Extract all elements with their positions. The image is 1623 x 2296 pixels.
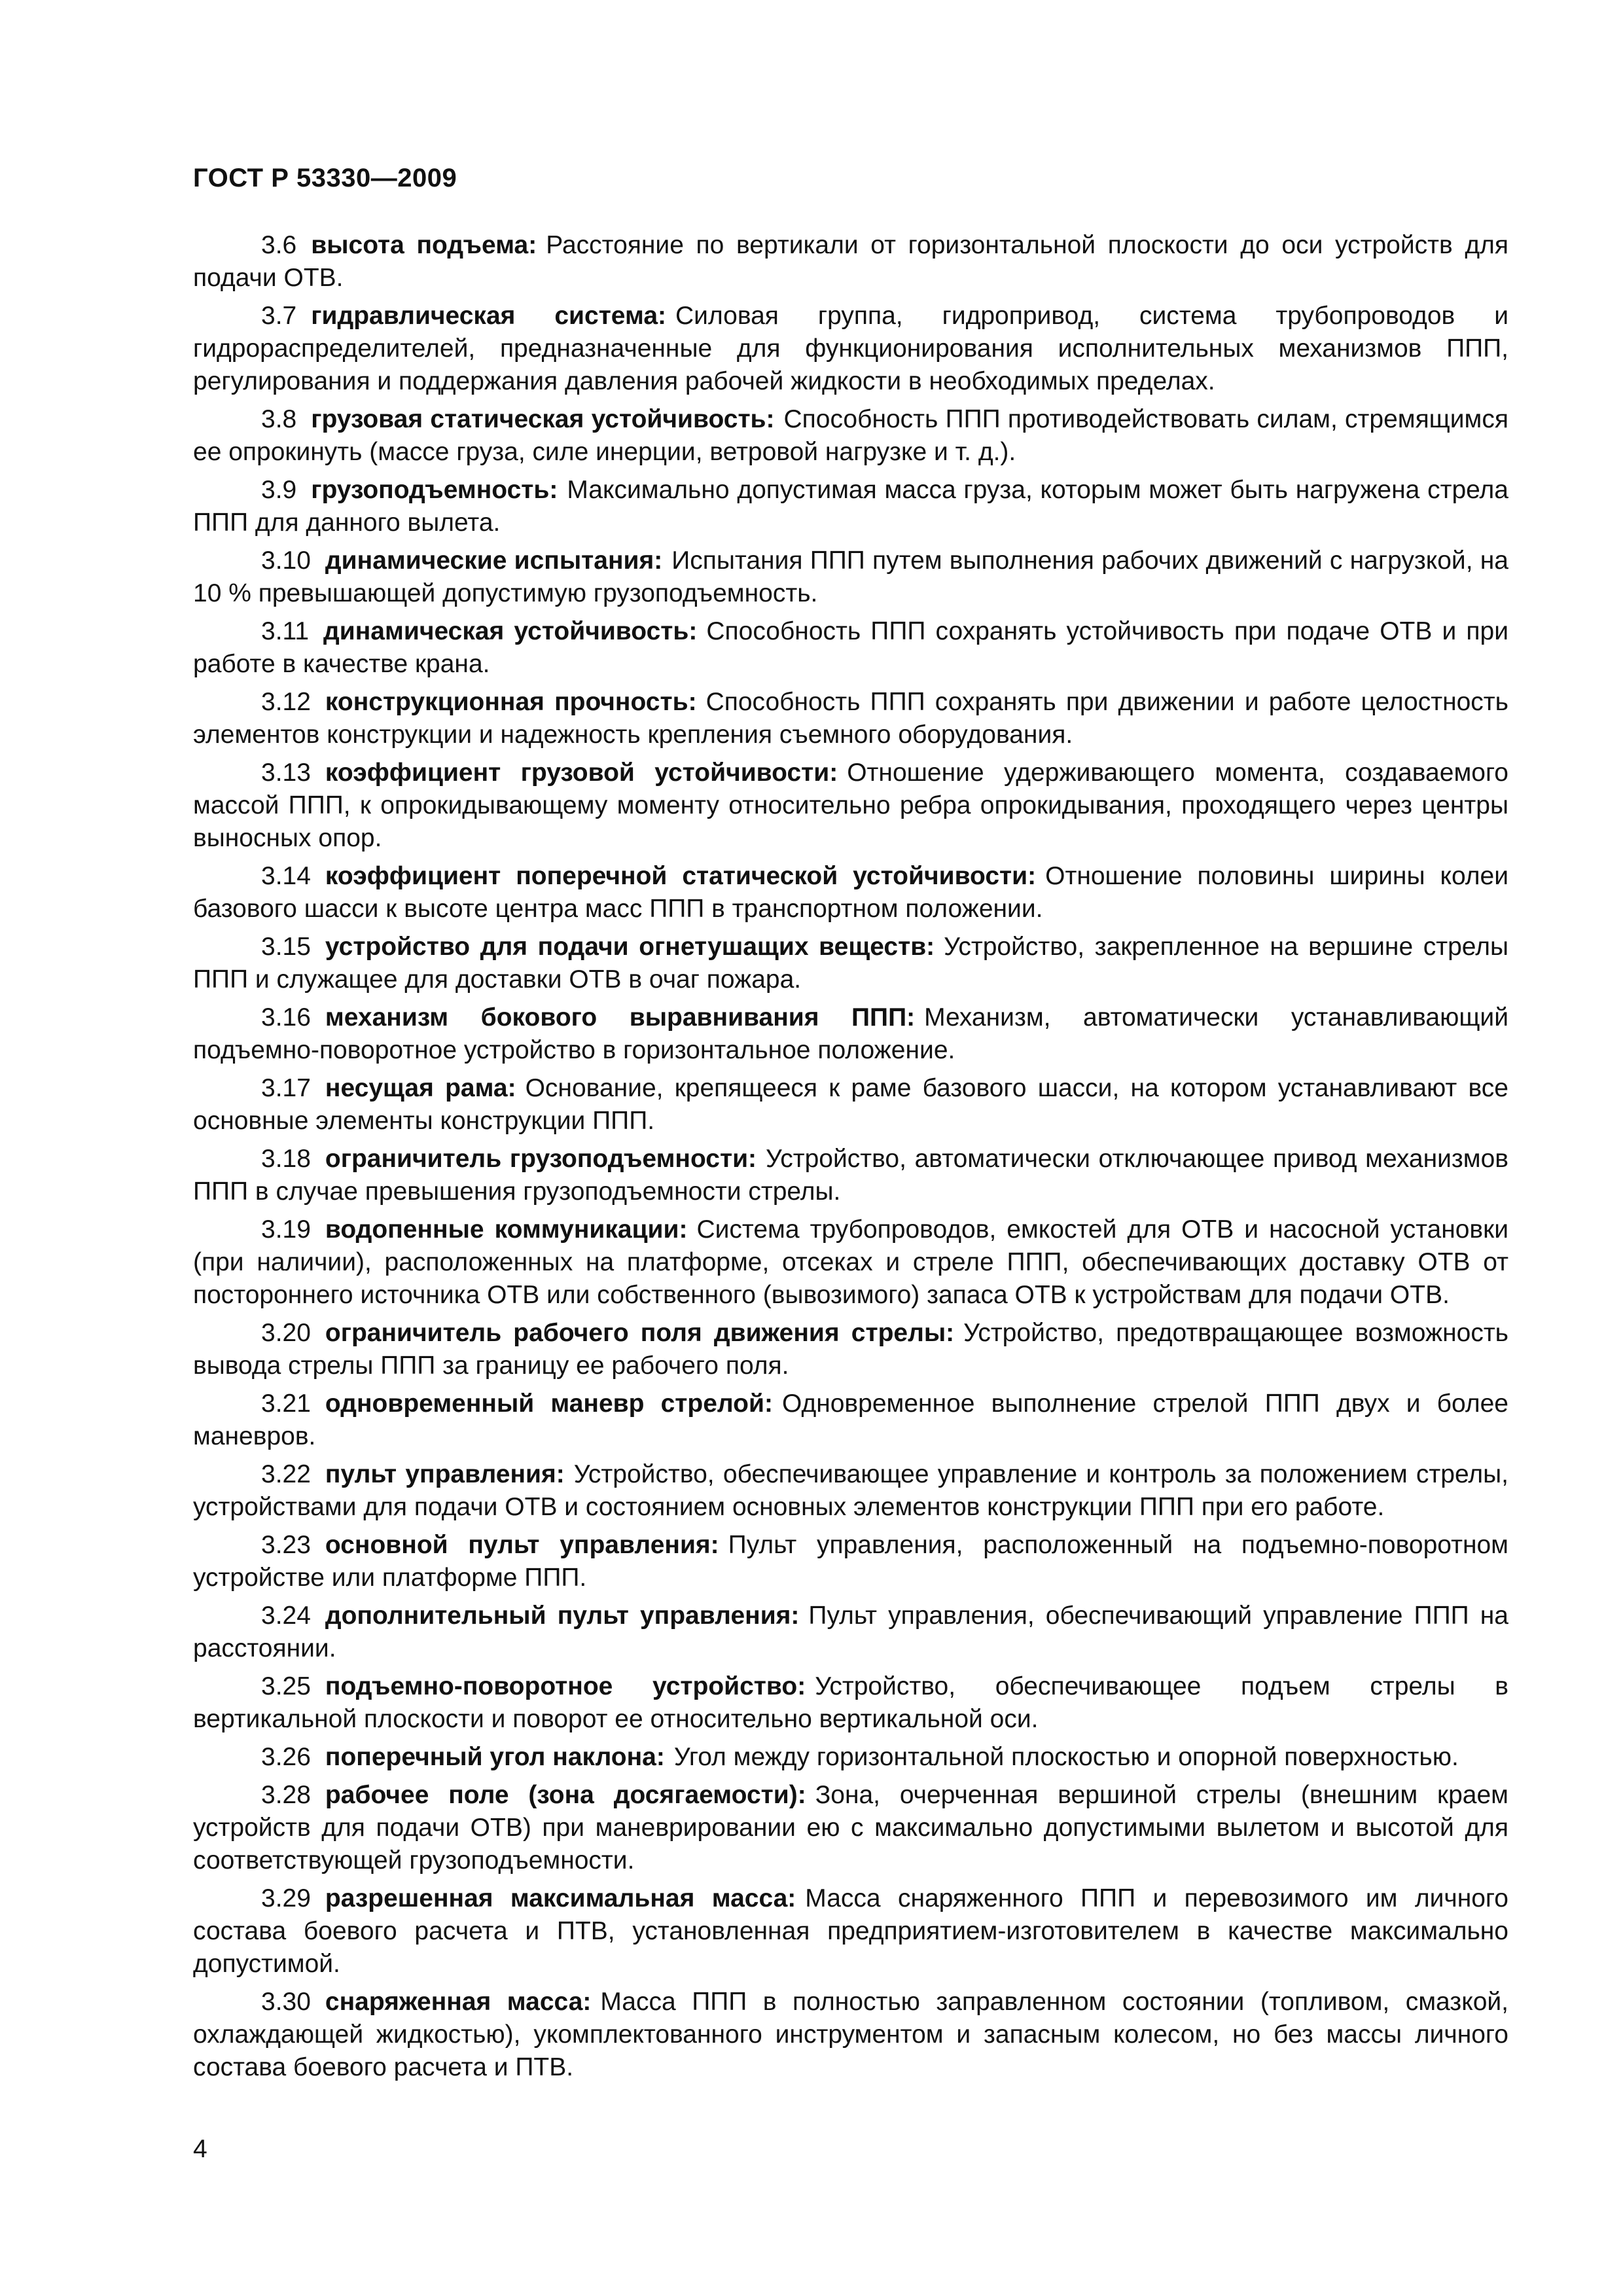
term-entry (193, 1529, 1508, 1594)
term-definition: Отношение удерживающего момента, создаваемого массой ППП, к опрокидывающему моменту относительно ребра опрокидывания, проходящего через центры выносных опор. (193, 759, 1508, 852)
term-name: несущая рама: (325, 1074, 516, 1102)
term-definition: Устройство, предотвращающее возможность вывода стрелы ППП за границу ее рабочего поля. (193, 1319, 1508, 1380)
term-entry (193, 474, 1508, 539)
term-definition: Одновременное выполнение стрелой ППП двух и более маневров. (193, 1390, 1508, 1450)
term-name: водопенные коммуникации: (325, 1215, 688, 1244)
term-number: 3.29 (261, 1884, 311, 1912)
term-number: 3.26 (261, 1743, 311, 1771)
term-name: устройство для подачи огнетушащих веществ: (325, 933, 935, 961)
term-definition: Способность ППП сохранять при движении и работе целостность элементов конструкции и надежность крепления съемного оборудования. (193, 688, 1508, 749)
term-name: высота подъема: (311, 231, 537, 259)
terms-list (193, 229, 1508, 2089)
term-name: ограничитель рабочего поля движения стрелы: (325, 1319, 955, 1347)
term-entry (193, 686, 1508, 751)
term-number: 3.15 (261, 933, 311, 961)
term-entry (193, 403, 1508, 469)
term-number: 3.30 (261, 1988, 311, 2016)
term-name: подъемно-поворотное устройство: (325, 1672, 806, 1700)
term-entry (193, 1072, 1508, 1138)
term-name: поперечный угол наклона: (325, 1743, 665, 1771)
term-definition: Устройство, автоматически отключающее привод механизмов ППП в случае превышения грузоподъемности стрелы. (193, 1145, 1508, 1206)
term-name: основной пульт управления: (325, 1531, 719, 1559)
term-entry (193, 1458, 1508, 1524)
term-number: 3.22 (261, 1460, 311, 1488)
term-entry (193, 545, 1508, 610)
term-definition: Система трубопроводов, емкостей для ОТВ и насосной установки (при наличии), расположенных на платформе, отсеках и стреле ППП, обеспечивающих доставку ОТВ от постороннего источника ОТВ или собственного (вывозимого) запаса ОТВ к устройствам для подачи ОТВ. (193, 1215, 1508, 1309)
term-number: 3.10 (261, 547, 311, 575)
term-entry (193, 1388, 1508, 1453)
term-name: снаряженная масса: (325, 1988, 592, 2016)
term-number: 3.21 (261, 1390, 311, 1418)
term-number: 3.18 (261, 1145, 311, 1173)
term-number: 3.9 (261, 476, 297, 504)
term-definition: Пульт управления, обеспечивающий управление ППП на расстоянии. (193, 1602, 1508, 1662)
document-code-header: ГОСТ Р 53330—2009 (193, 164, 457, 192)
term-definition: Пульт управления, расположенный на подъемно-поворотном устройстве или платформе ППП. (193, 1531, 1508, 1592)
term-number: 3.13 (261, 759, 311, 787)
term-name: механизм бокового выравнивания ППП: (325, 1003, 916, 1031)
term-name: грузоподъемность: (311, 476, 558, 504)
term-entry (193, 1600, 1508, 1665)
term-entry (193, 931, 1508, 996)
term-definition: Основание, крепящееся к раме базового шасси, на котором устанавливают все основные элементы конструкции ППП. (193, 1074, 1508, 1135)
term-name: рабочее поле (зона досягаемости): (325, 1781, 806, 1809)
term-definition: Отношение половины ширины колеи базового шасси к высоте центра масс ППП в транспортном положении. (193, 862, 1509, 923)
term-name: динамические испытания: (325, 547, 663, 575)
term-entry (193, 615, 1508, 681)
term-definition: Способность ППП противодействовать силам, стремящимся ее опрокинуть (массе груза, силе инерции, ветровой нагрузке и т. д.). (193, 405, 1508, 466)
term-name: ограничитель грузоподъемности: (325, 1145, 757, 1173)
term-name: гидравлическая система: (311, 302, 666, 330)
term-definition: Максимально допустимая масса груза, которым может быть нагружена стрела ППП для данного вылета. (193, 476, 1508, 537)
term-definition: Устройство, обеспечивающее подъем стрелы в вертикальной плоскости и поворот ее относительно вертикальной оси. (193, 1672, 1508, 1733)
term-entry (193, 1882, 1508, 1981)
term-number: 3.24 (261, 1602, 311, 1630)
term-entry (193, 229, 1508, 295)
term-entry (193, 300, 1508, 398)
term-definition: Масса снаряженного ППП и перевозимого им личного состава боевого расчета и ПТВ, установленная предприятием-изготовителем в качестве максимально допустимой. (193, 1884, 1508, 1978)
term-definition: Угол между горизонтальной плоскостью и опорной поверхностью. (673, 1743, 1459, 1771)
term-entry (193, 1986, 1508, 2084)
term-number: 3.25 (261, 1672, 311, 1700)
page-number: 4 (193, 2135, 207, 2163)
term-number: 3.11 (261, 617, 310, 645)
term-name: дополнительный пульт управления: (325, 1602, 800, 1630)
term-name: пульт управления: (325, 1460, 565, 1488)
term-definition: Испытания ППП путем выполнения рабочих движений с нагрузкой, на 10 % превышающей допустимую грузоподъемность. (193, 547, 1508, 607)
term-name: конструкционная прочность: (325, 688, 697, 716)
term-name: грузовая статическая устойчивость: (311, 405, 775, 433)
term-name: коэффициент поперечной статической устойчивости: (325, 862, 1037, 890)
term-entry (193, 1317, 1508, 1382)
term-number: 3.14 (261, 862, 311, 890)
term-number: 3.7 (261, 302, 297, 330)
term-entry (193, 860, 1508, 925)
term-entry (193, 1741, 1508, 1774)
term-entry (193, 1143, 1508, 1208)
term-number: 3.23 (261, 1531, 311, 1559)
term-definition: Зона, очерченная вершиной стрелы (внешним краем устройств для подачи ОТВ) при маневрировании ею с максимально допустимыми вылетом и высотой для соответствующей грузоподъемности. (193, 1781, 1508, 1874)
term-entry (193, 1779, 1508, 1877)
term-definition: Устройство, обеспечивающее управление и контроль за положением стрелы, устройствами для подачи ОТВ и состоянием основных элементов конструкции ППП при его работе. (193, 1460, 1508, 1521)
term-definition: Способность ППП сохранять устойчивость при подаче ОТВ и при работе в качестве крана. (193, 617, 1508, 678)
term-definition: Механизм, автоматически устанавливающий подъемно-поворотное устройство в горизонтальное положение. (193, 1003, 1508, 1064)
term-number: 3.12 (261, 688, 311, 716)
term-name: динамическая устойчивость: (323, 617, 698, 645)
term-number: 3.17 (261, 1074, 311, 1102)
term-number: 3.8 (261, 405, 297, 433)
term-entry (193, 1213, 1508, 1312)
term-name: разрешенная максимальная масса: (325, 1884, 796, 1912)
term-number: 3.19 (261, 1215, 311, 1244)
term-number: 3.16 (261, 1003, 311, 1031)
term-definition: Расстояние по вертикали от горизонтальной плоскости до оси устройств для подачи ОТВ. (193, 231, 1508, 292)
term-number: 3.28 (261, 1781, 311, 1809)
term-number: 3.20 (261, 1319, 311, 1347)
term-definition: Силовая группа, гидропривод, система трубопроводов и гидрораспределителей, предназначенные для функционирования исполнительных механизмов ППП, регулирования и поддержания давления рабочей жидкости в необходимых пределах. (193, 302, 1508, 395)
term-definition: Устройство, закрепленное на вершине стрелы ППП и служащее для доставки ОТВ в очаг пожара. (193, 933, 1508, 994)
term-number: 3.6 (261, 231, 297, 259)
term-name: коэффициент грузовой устойчивости: (325, 759, 838, 787)
term-definition: Масса ППП в полностью заправленном состоянии (топливом, смазкой, охлаждающей жидкостью), укомплектованного инструментом и запасным колесом, но без массы личного состава боевого расчета и ПТВ. (193, 1988, 1509, 2081)
term-entry (193, 1670, 1508, 1736)
term-name: одновременный маневр стрелой: (325, 1390, 773, 1418)
term-entry (193, 1001, 1508, 1067)
term-entry (193, 757, 1508, 855)
